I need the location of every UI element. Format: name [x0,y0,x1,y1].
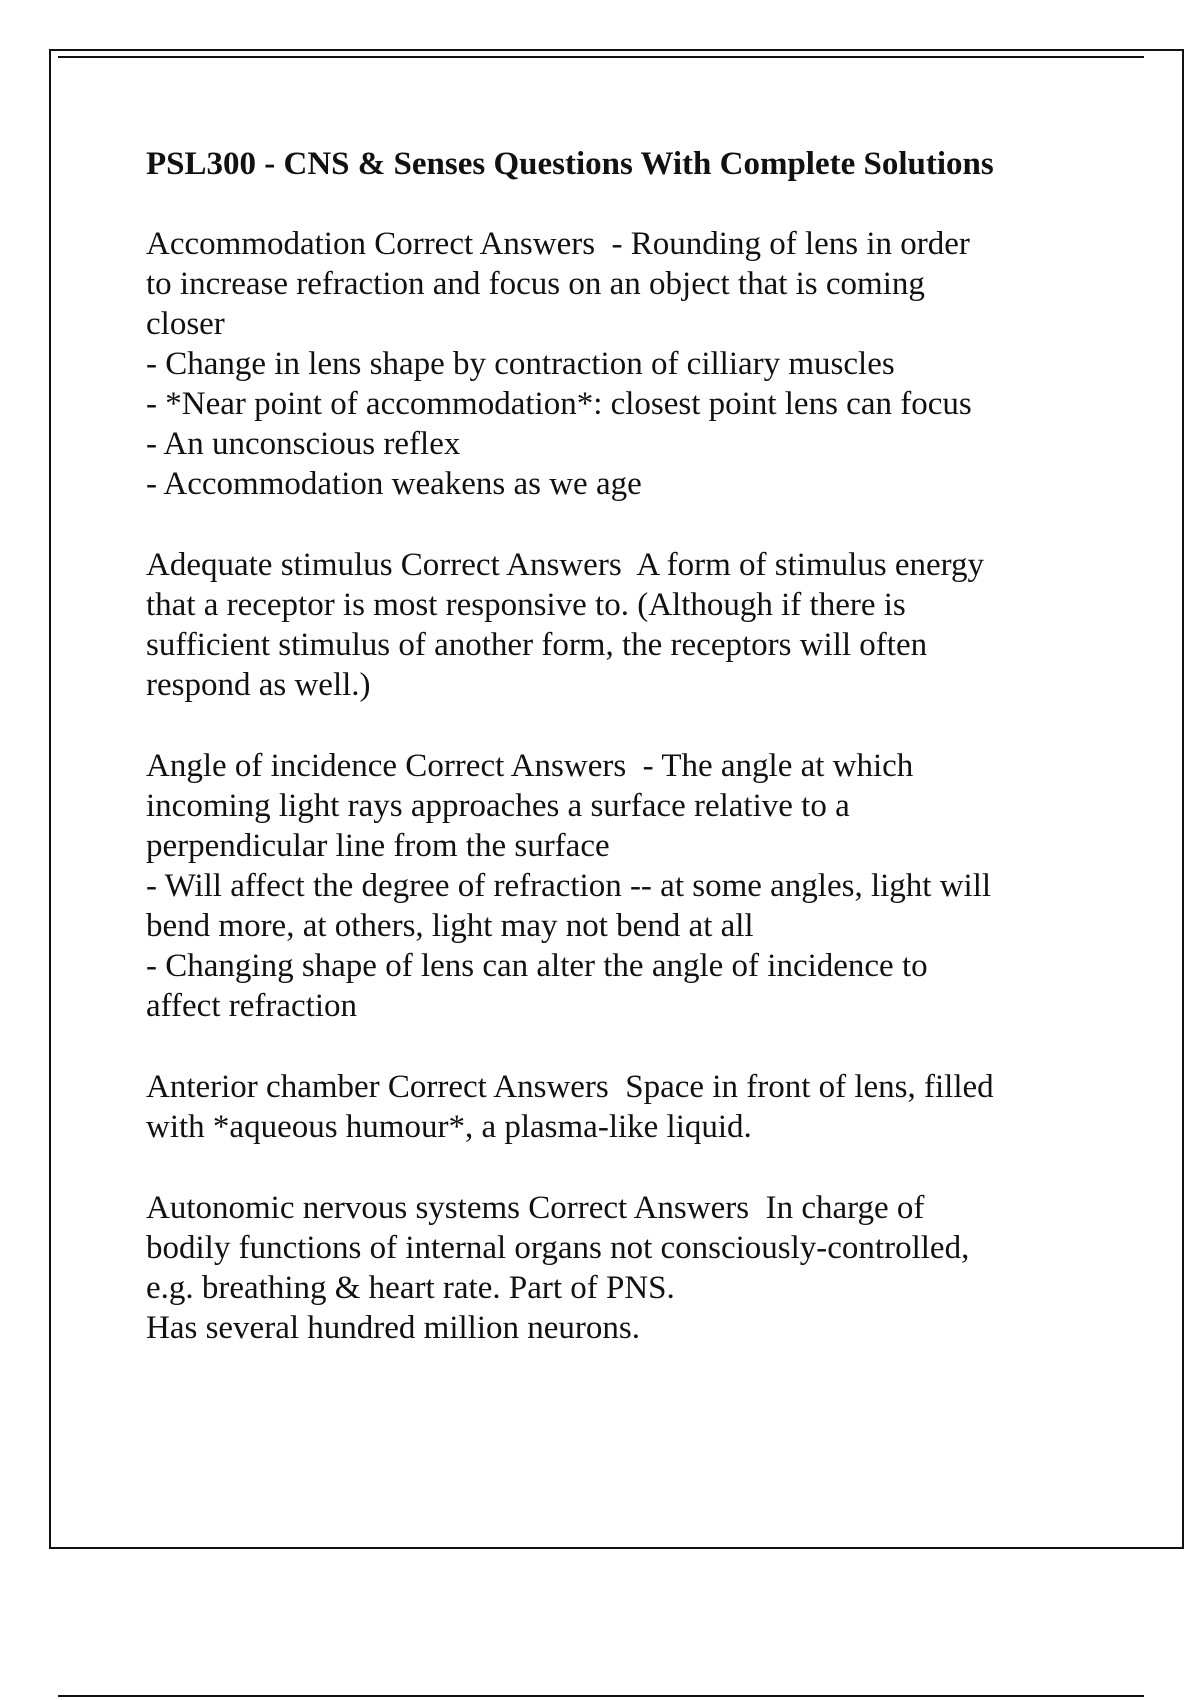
entry-line: closer [146,306,225,342]
entry-line: bend more, at others, light may not bend at all [146,908,754,944]
entry-line: - Change in lens shape by contraction of cilliary muscles [146,346,895,382]
entry-line: that a receptor is most responsive to. (Although if there is [146,587,906,623]
entry-accommodation [146,224,1146,504]
entry-line: perpendicular line from the surface [146,828,610,864]
entry-line: Angle of incidence Correct Answers - The angle at which [146,748,914,784]
entry-line: - An unconscious reflex [146,426,461,462]
entry-line: incoming light rays approaches a surface relative to a [146,788,850,824]
entry-adequate-stimulus [146,545,1146,705]
entry-line: Accommodation Correct Answers - Rounding of lens in order [146,226,970,262]
entry-angle-of-incidence [146,746,1146,1026]
entry-line: e.g. breathing & heart rate. Part of PNS. [146,1270,675,1306]
entry-line: Has several hundred million neurons. [146,1310,640,1346]
entry-line: to increase refraction and focus on an object that is coming [146,266,925,302]
entry-line: with *aqueous humour*, a plasma-like liquid. [146,1109,752,1145]
entry-line: - Changing shape of lens can alter the angle of incidence to [146,948,928,984]
entry-line: respond as well.) [146,667,371,703]
entry-line: - Accommodation weakens as we age [146,466,642,502]
document-body [146,144,1146,1389]
entry-line: bodily functions of internal organs not consciously-controlled, [146,1230,970,1266]
entry-autonomic-nervous-systems [146,1188,1146,1348]
entry-anterior-chamber [146,1067,1146,1147]
entry-line: sufficient stimulus of another form, the receptors will often [146,627,928,663]
entry-line: Autonomic nervous systems Correct Answers In charge of [146,1190,925,1226]
entry-line: - Will affect the degree of refraction -- at some angles, light will [146,868,992,904]
entry-line: Adequate stimulus Correct Answers A form of stimulus energy [146,547,985,583]
entry-line: affect refraction [146,988,357,1024]
document-title: PSL300 - CNS & Senses Questions With Complete Solutions [146,146,994,182]
top-rule [58,56,1144,58]
entry-line: - *Near point of accommodation*: closest point lens can focus [146,386,972,422]
bottom-rule [58,1695,1144,1697]
entry-line: Anterior chamber Correct Answers Space in front of lens, filled [146,1069,994,1105]
